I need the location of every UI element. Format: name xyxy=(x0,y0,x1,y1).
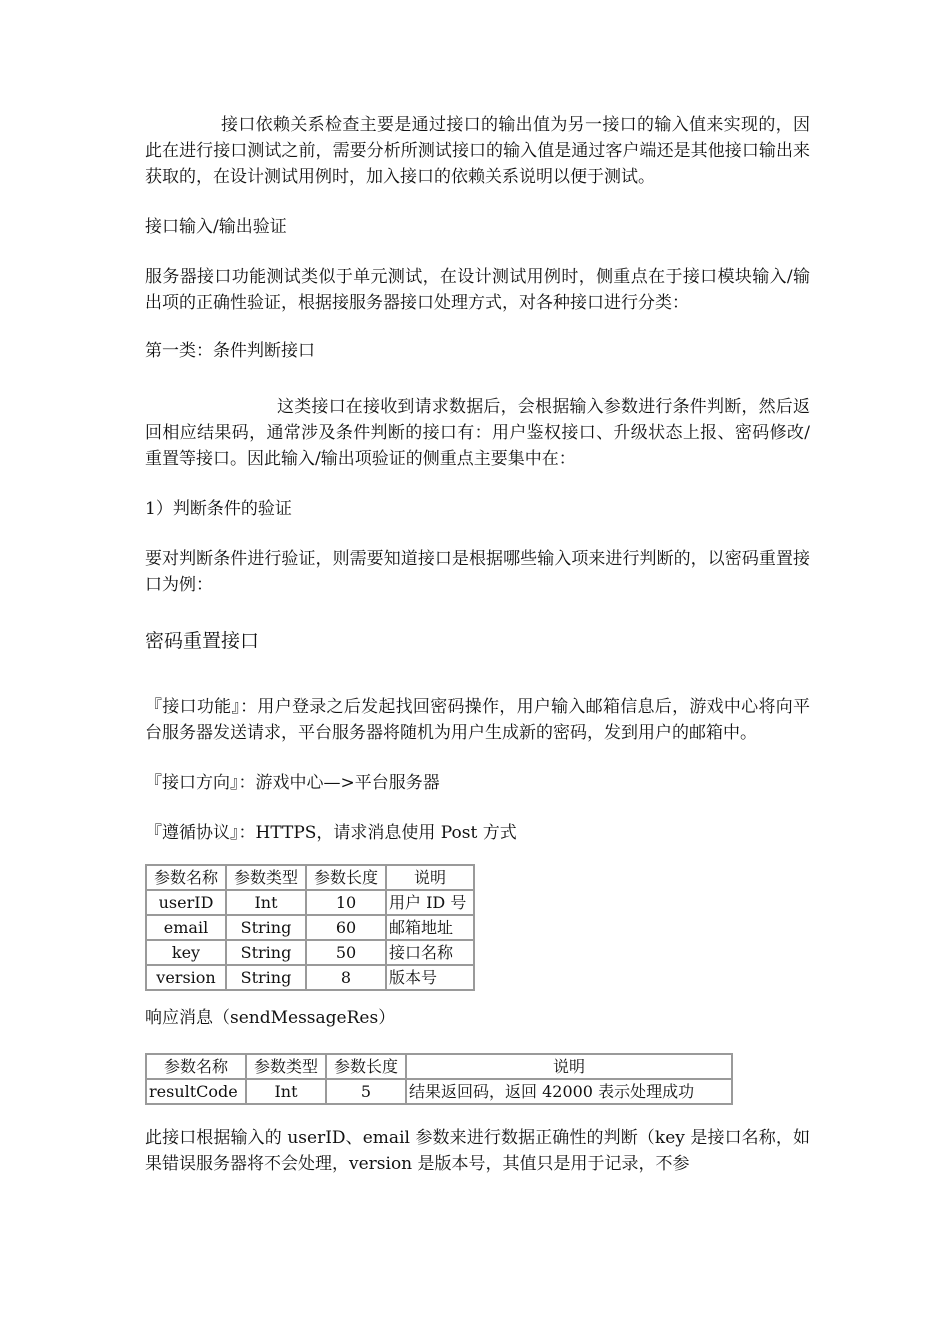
table-cell: 50 xyxy=(306,940,386,965)
table-cell: String xyxy=(226,965,306,990)
point-one-title: 1）判断条件的验证 xyxy=(145,499,292,519)
table-row xyxy=(146,915,474,940)
table-cell: email xyxy=(146,915,226,940)
category-one-title: 第一类：条件判断接口 xyxy=(145,341,315,361)
table-cell: 版本号 xyxy=(386,965,474,990)
table-cell: String xyxy=(226,940,306,965)
table-cell: String xyxy=(226,915,306,940)
interface-function: 『接口功能』：用户登录之后发起找回密码操作，用户输入邮箱信息后，游戏中心将向平台服务器发送请求，平台服务器将随机为用户生成新的密码，发到用户的邮箱中。 xyxy=(145,697,810,743)
conclusion-paragraph: 此接口根据输入的 userID、email 参数来进行数据正确性的判断（key 是接口名称，如果错误服务器将不会处理，version 是版本号，其值只是用于记录，不参 xyxy=(145,1128,810,1174)
table-row xyxy=(146,890,474,915)
point-one-description: 要对判断条件进行验证，则需要知道接口是根据哪些输入项来进行判断的，以密码重置接口为例： xyxy=(145,549,810,595)
table-cell: 60 xyxy=(306,915,386,940)
header-cell: 说明 xyxy=(386,865,474,890)
table-cell: resultCode xyxy=(146,1079,246,1104)
interface-heading: 密码重置接口 xyxy=(145,630,260,652)
table-row xyxy=(146,1079,732,1104)
header-cell: 参数类型 xyxy=(226,865,306,890)
table-cell: Int xyxy=(226,890,306,915)
io-description: 服务器接口功能测试类似于单元测试，在设计测试用例时，侧重点在于接口模块输入/输出项的正确性验证，根据接服务器接口处理方式，对各种接口进行分类： xyxy=(145,267,810,313)
io-section-title: 接口输入/输出验证 xyxy=(145,217,287,237)
header-cell: 参数名称 xyxy=(146,865,226,890)
table-cell: key xyxy=(146,940,226,965)
header-cell: 参数类型 xyxy=(246,1054,326,1079)
header-cell: 参数长度 xyxy=(326,1054,406,1079)
table-cell: 邮箱地址 xyxy=(386,915,474,940)
header-cell: 参数长度 xyxy=(306,865,386,890)
header-cell: 说明 xyxy=(406,1054,732,1079)
response-title: 响应消息（sendMessageRes） xyxy=(145,1008,396,1028)
table-header-row xyxy=(146,865,474,890)
table-header-row xyxy=(146,1054,732,1079)
table-cell: 用户 ID 号 xyxy=(386,890,474,915)
table-cell: 8 xyxy=(306,965,386,990)
table-cell: 10 xyxy=(306,890,386,915)
document-body xyxy=(145,112,810,1177)
table-cell: 结果返回码，返回 42000 表示处理成功 xyxy=(406,1079,732,1104)
table-cell: 5 xyxy=(326,1079,406,1104)
table-row xyxy=(146,940,474,965)
table-cell: 接口名称 xyxy=(386,940,474,965)
request-parameters-table xyxy=(145,864,475,991)
interface-protocol: 『遵循协议』：HTTPS，请求消息使用 Post 方式 xyxy=(145,823,517,843)
table-row xyxy=(146,965,474,990)
category-one-description: 这类接口在接收到请求数据后，会根据输入参数进行条件判断，然后返回相应结果码，通常涉及条件判断的接口有：用户鉴权接口、升级状态上报、密码修改/重置等接口。因此输入/输出项验证的侧重点主要集中在： xyxy=(145,397,810,469)
table-cell: userID xyxy=(146,890,226,915)
intro-paragraph: 接口依赖关系检查主要是通过接口的输出值为另一接口的输入值来实现的，因此在进行接口测试之前，需要分析所测试接口的输入值是通过客户端还是其他接口输出来获取的，在设计测试用例时，加入接口的依赖关系说明以便于测试。 xyxy=(145,115,810,187)
interface-direction: 『接口方向』：游戏中心—>平台服务器 xyxy=(145,773,440,793)
table-cell: version xyxy=(146,965,226,990)
response-parameters-table xyxy=(145,1053,733,1105)
header-cell: 参数名称 xyxy=(146,1054,246,1079)
table-cell: Int xyxy=(246,1079,326,1104)
